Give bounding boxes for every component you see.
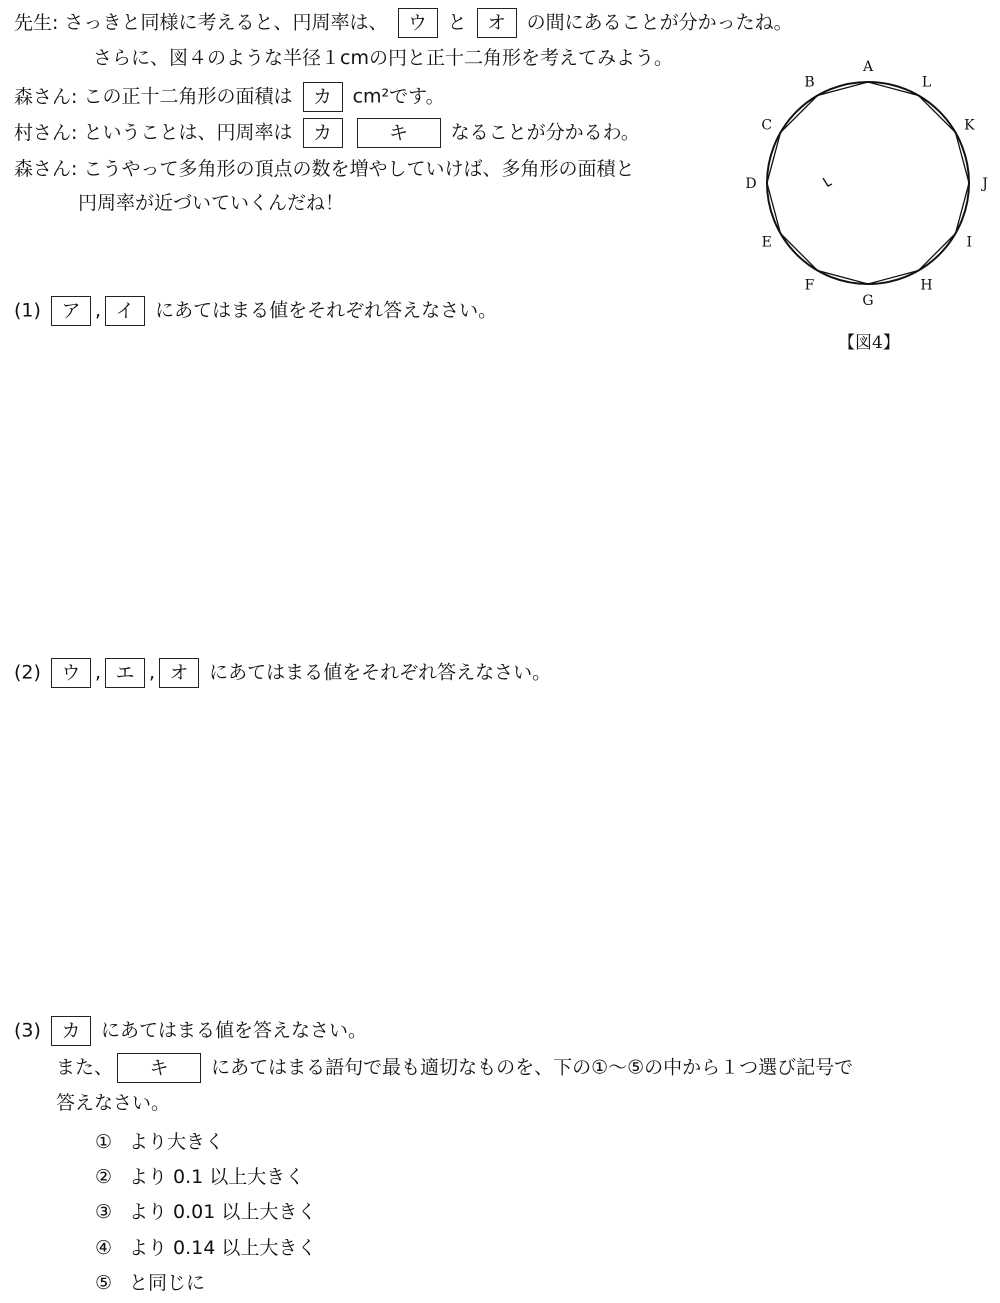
choice-text: と同じに	[129, 1272, 206, 1294]
dialogue-text: こうやって多角形の頂点の数を増やしていけば、多角形の面積と	[83, 158, 635, 180]
choice-number: ②	[95, 1166, 113, 1188]
choice-number: ⑤	[95, 1272, 113, 1294]
answer-box-ki: キ	[357, 118, 441, 148]
dialogue-line-2	[93, 45, 673, 71]
question-1	[14, 296, 497, 326]
question-3	[14, 1016, 367, 1046]
center-mark	[823, 178, 832, 186]
answer-box-ki: キ	[117, 1053, 201, 1083]
dialogue-line-3	[14, 82, 445, 112]
question-text: また、	[56, 1056, 114, 1079]
vertex-label-b: B	[804, 74, 815, 91]
vertex-label-k: K	[964, 117, 975, 134]
choice-text: より大きく	[129, 1131, 225, 1153]
answer-box-u: ウ	[398, 8, 438, 38]
speaker-mura: 村さん:	[14, 121, 78, 144]
vertex-label-e: E	[761, 234, 772, 251]
choice-item	[95, 1162, 304, 1189]
dialogue-text: さっきと同様に考えると、円周率は、	[64, 11, 388, 34]
question-text: にあてはまる語句で最も適切なものを、下の①〜⑤の中から１つ選び記号で	[211, 1056, 854, 1079]
answer-box-ka: カ	[303, 82, 343, 112]
choice-number: ①	[95, 1131, 113, 1153]
choice-item	[95, 1197, 316, 1224]
vertex-label-l: L	[921, 74, 932, 91]
separator: ,	[94, 661, 102, 684]
question-3-line-3	[56, 1090, 170, 1116]
answer-box-u: ウ	[51, 658, 91, 688]
choice-item	[95, 1268, 205, 1295]
dialogue-line-1	[14, 8, 793, 38]
separator: ,	[149, 661, 156, 684]
dialogue-text: なることが分かるわ。	[450, 121, 640, 144]
question-text: にあてはまる値をそれぞれ答えなさい。	[155, 299, 498, 322]
answer-box-ka: カ	[303, 118, 343, 148]
question-number: (3)	[14, 1019, 41, 1042]
question-2	[14, 658, 551, 688]
dialogue-line-6	[78, 190, 344, 216]
choice-number: ③	[95, 1201, 113, 1223]
question-text: にあてはまる値を答えなさい。	[101, 1019, 368, 1042]
vertex-label-f: F	[804, 277, 815, 294]
circle	[767, 82, 969, 284]
dialogue-text: cm²です。	[352, 85, 445, 108]
question-text: にあてはまる値をそれぞれ答えなさい。	[209, 661, 552, 684]
dialogue-text: ということは、円周率は	[83, 121, 293, 144]
vertex-label-d: D	[745, 176, 757, 192]
separator: ,	[94, 299, 102, 322]
choice-text: より 0.01 以上大きく	[129, 1201, 317, 1223]
vertex-label-c: C	[761, 117, 773, 134]
answer-box-i: イ	[105, 296, 145, 326]
dodecagon	[767, 82, 969, 284]
speaker-mori: 森さん:	[14, 158, 78, 180]
dialogue-text: の間にあることが分かったね。	[526, 11, 793, 34]
question-number: (2)	[14, 661, 41, 684]
answer-box-ka: カ	[51, 1016, 91, 1046]
question-3-line-2	[56, 1053, 853, 1083]
answer-box-e: エ	[105, 658, 145, 688]
figure-dodecagon	[735, 50, 995, 320]
answer-box-o: オ	[477, 8, 517, 38]
dialogue-text: この正十二角形の面積は	[83, 85, 293, 108]
figure-caption: 【図4】	[838, 333, 900, 353]
choice-number: ④	[95, 1237, 113, 1259]
answer-box-o: オ	[159, 658, 199, 688]
dialogue-text: さらに、図４のような半径１cmの円と正十二角形を考えてみよう。	[93, 47, 673, 69]
question-number: (1)	[14, 299, 41, 322]
speaker-teacher: 先生:	[14, 11, 59, 34]
vertex-label-a: A	[862, 59, 874, 75]
vertex-label-g: G	[862, 293, 874, 309]
answer-box-a: ア	[51, 296, 91, 326]
dialogue-text: と	[447, 11, 467, 34]
choice-item	[95, 1127, 224, 1154]
choice-text: より 0.14 以上大きく	[129, 1237, 317, 1259]
vertex-label-h: H	[920, 277, 933, 294]
choice-item	[95, 1233, 316, 1260]
speaker-mori: 森さん:	[14, 85, 78, 108]
dialogue-line-4	[14, 118, 640, 148]
dialogue-text: 円周率が近づいていくんだね！	[78, 192, 345, 214]
dialogue-line-5	[14, 156, 634, 182]
choice-text: より 0.1 以上大きく	[129, 1166, 305, 1188]
vertex-label-j: J	[982, 176, 988, 192]
question-text: 答えなさい。	[56, 1092, 171, 1114]
vertex-label-i: I	[966, 234, 973, 251]
